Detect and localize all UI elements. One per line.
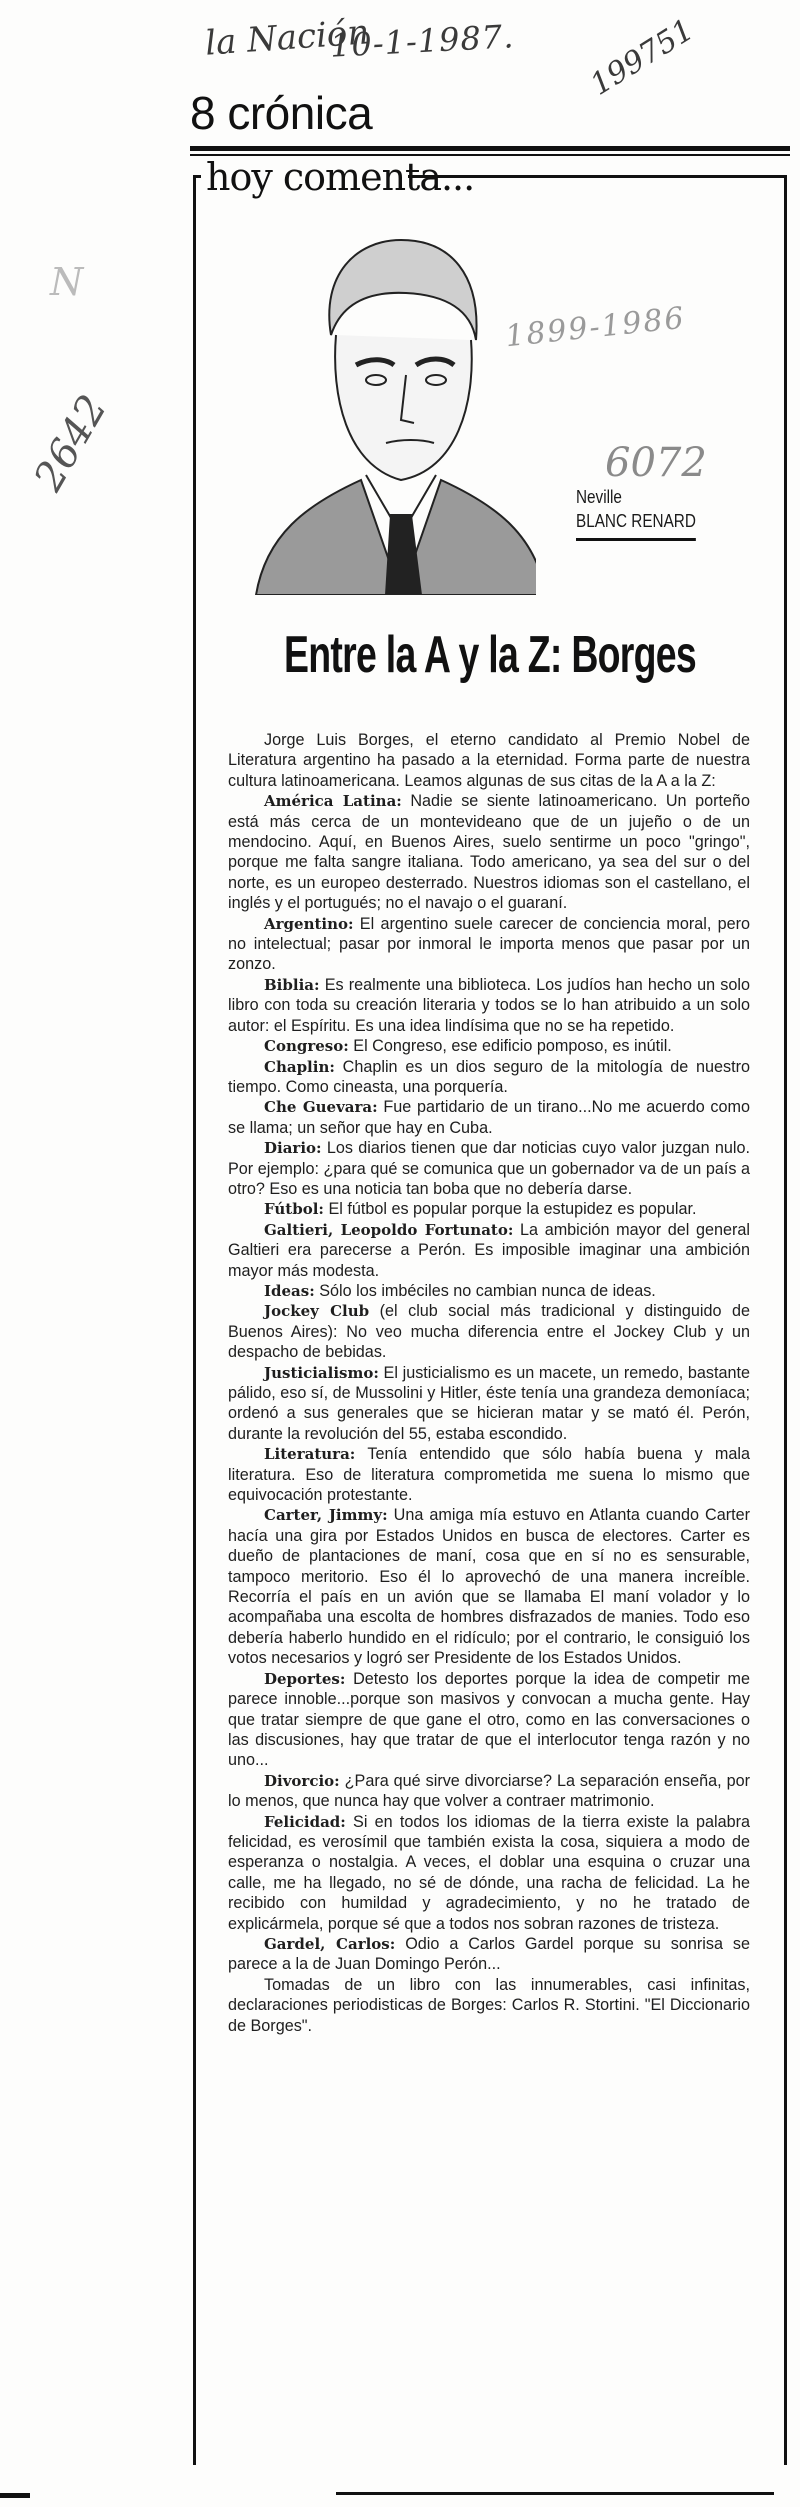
article-body <box>228 730 750 2036</box>
entry <box>228 1220 750 1281</box>
handwritten-source: la Nación <box>203 12 371 64</box>
box-bottom-rule <box>336 2492 774 2495</box>
entry-text: Es realmente una biblioteca. Los judíos han hecho un solo libro con toda su creación literaria y todos se lo han atribuido a un solo autor: el Espíritu. Es una idea lindísima que no se ha repetido. <box>228 975 750 1035</box>
headline: Entre la A y la Z: Borges <box>284 626 696 684</box>
entry <box>228 1812 750 1934</box>
handwritten-date: 10-1-1987. <box>329 17 516 65</box>
entry-term: Che Guevara: <box>264 1098 378 1117</box>
entry <box>228 1057 750 1098</box>
entry-term: Argentino: <box>264 914 354 933</box>
column-kicker: hoy comenta... <box>206 155 475 199</box>
entry-text: Sólo los imbéciles no cambian nunca de ideas. <box>314 1281 656 1300</box>
entry <box>228 1669 750 1771</box>
entry-term: Deportes: <box>264 1669 346 1688</box>
article-closing: Tomadas de un libro con las innumerables, casi infinitas, declaraciones periodisticas de Borges: Carlos R. Stortini. "El Diccionario de Borges". <box>228 1975 750 2035</box>
entry-text: La ambición mayor del general Galtieri era parecerse a Perón. Es imposible imaginar una ambición mayor más modesta. <box>228 1220 750 1280</box>
entry-text: Detesto los deportes porque la idea de competir me parece innoble...porque son masivos y convocan a mucha gente. Hay que tratar siempre de que gane el otro, como en las conversaciones o las discusiones, hay que tratar de que el interlocutor tenga razón y no uno... <box>228 1669 750 1770</box>
article-intro: Jorge Luis Borges, el eterno candidato al Premio Nobel de Literatura argentino ha pasado a la eternidad. Forma parte de nuestra cultura latinoamericana. Leamos algunas de sus citas de la A a la Z: <box>228 731 750 790</box>
portrait-tie <box>386 515 421 595</box>
entry <box>228 791 750 913</box>
entry <box>228 1363 750 1445</box>
entry-text: Odio a Carlos Gardel porque su sonrisa se parece a la de Juan Domingo Perón... <box>228 1934 750 1974</box>
entry-term: Carter, Jimmy: <box>264 1506 388 1525</box>
entry-text: Nadie se siente latinoamericano. Un porteño está más cerca de un montevideano que de un jujeño o de un mendocino. Aquí, en Buenos Aires, suelo sentirme un poco "gringo", porque me falta sangre italiana. Todo americano, ya sea del sur o del norte, es un europeo desterrado. Nuestros idiomas son el castellano, el inglés y el portugués; no el navajo o el guaraní. <box>228 792 750 913</box>
entry <box>228 1138 750 1199</box>
entry-term: Fútbol: <box>264 1200 324 1219</box>
entry-text: (el club social más tradicional y distinguido de Buenos Aires): No veo mucha diferencia entre el Jockey Club y un despacho de bebidas. <box>228 1302 750 1362</box>
portrait-illustration <box>236 215 536 595</box>
handwritten-code: 199751 <box>584 12 701 103</box>
entry-term: Jockey Club <box>264 1302 370 1321</box>
handwritten-years: 1899-1986 <box>503 300 688 355</box>
byline-first-name: Neville <box>576 487 622 507</box>
section-rule-thick <box>190 146 790 151</box>
entry-term: Ideas: <box>264 1281 315 1300</box>
handwritten-margin-mark: N <box>50 260 84 304</box>
entry <box>228 975 750 1036</box>
entry <box>228 1934 750 1975</box>
entry-term: Congreso: <box>264 1037 349 1056</box>
handwritten-margin-number: 2642 <box>25 387 117 499</box>
entry-text: Fue partidario de un tirano...No me acuerdo como se llama; un señor que hay en Cuba. <box>228 1098 750 1137</box>
portrait-jacket-right <box>401 480 536 595</box>
entry <box>228 1097 750 1138</box>
entry <box>228 1036 750 1056</box>
handwritten-number: 6072 <box>605 440 707 486</box>
entry-term: Literatura: <box>264 1445 356 1464</box>
margin-dash <box>0 2493 30 2498</box>
entry-term: Chaplin: <box>264 1057 335 1076</box>
portrait-hair <box>329 240 476 340</box>
entry <box>228 1199 750 1219</box>
entry <box>228 1281 750 1301</box>
entry <box>228 1771 750 1812</box>
entry-term: Divorcio: <box>264 1771 340 1790</box>
portrait-face <box>335 335 472 480</box>
entry-term: Gardel, Carlos: <box>264 1934 396 1953</box>
byline <box>576 485 696 541</box>
entry-text: El justicialismo es un macete, un remedo, bastante pálido, eso sí, de Mussolini y Hitler, éste tenía una grandeza demoníaca; ordenó a sus generales que se hicieran matar y se mató él. Perón, durante la revolución del 55, estaba escondido. <box>228 1363 750 1443</box>
entry <box>228 1444 750 1505</box>
entry <box>228 914 750 975</box>
entry-text: Chaplin es un dios seguro de la mitología de nuestro tiempo. Como cineasta, una porquería. <box>228 1057 750 1096</box>
entry-term: Justicialismo: <box>264 1363 379 1382</box>
column-box <box>193 155 787 2465</box>
entry-text: ¿Para qué sirve divorciarse? La separación enseña, por lo menos, que nunca hay que volver a contraer matrimonio. <box>228 1771 750 1811</box>
entry-text: Los diarios tienen que dar noticias cuyo valor juzgan nulo. Por ejemplo: ¿para qué se comunica que un gobernador va de un país a otro? Eso es una noticia tan boba que no debería darse. <box>228 1139 750 1198</box>
entry <box>228 1301 750 1362</box>
entry-term: Felicidad: <box>264 1812 346 1831</box>
entry-text: El argentino suele carecer de conciencia moral, pero no intelectual; pasar por inmoral le importa menos que pasar por un zonzo. <box>228 914 750 974</box>
entry-term: Diario: <box>264 1139 322 1158</box>
entry-term: Biblia: <box>264 975 320 994</box>
entry-text: El Congreso, ese edificio pomposo, es inútil. <box>348 1037 672 1056</box>
entry-term: Galtieri, Leopoldo Fortunato: <box>264 1220 514 1239</box>
entry-text: Una amiga mía estuvo en Atlanta cuando Carter hacía una gira por Estados Unidos en busca de electores. Carter es dueño de plantaciones de maní, cosa que en sí no es sensurable, tampoco meritorio. Eso él lo aprovechó de una manera increíble. Recorría el país en un avión que se llamaba El maní volador y lo acompañaba una escolta de hombres disfrazados de manies. Todo eso debería haberlo hundido en el ridículo; por el contrario, le consiguió los votos necesarios y logró ser Presidente de los Estados Unidos. <box>228 1506 750 1668</box>
entry-text: Si en todos los idiomas de la tierra existe la palabra felicidad, es verosímil que también exista la cosa, siquiera a modo de esperanza o nostalgia. A veces, el doblar una esquina o cruzar una calle, me ha llegado, no sé de dónde, una racha de felicidad. La he recibido con humildad y agradecimiento, y no he tratado de explicármela, porque sé que a todos nos sobran razones de tristeza. <box>228 1812 750 1933</box>
entry-text: Tenía entendido que sólo había buena y mala literatura. Eso de literatura comprometida me suena lo mismo que equivocación protestante. <box>228 1445 750 1505</box>
entry <box>228 1505 750 1668</box>
entries-list <box>228 791 750 1975</box>
byline-last-name: BLANC RENARD <box>576 509 696 540</box>
entry-text: El fútbol es popular porque la estupidez es popular. <box>323 1200 697 1219</box>
section-header <box>190 87 790 156</box>
entry-term: América Latina: <box>264 792 402 811</box>
section-title: 8 crónica <box>190 87 373 139</box>
box-top-rule-left <box>193 175 201 178</box>
